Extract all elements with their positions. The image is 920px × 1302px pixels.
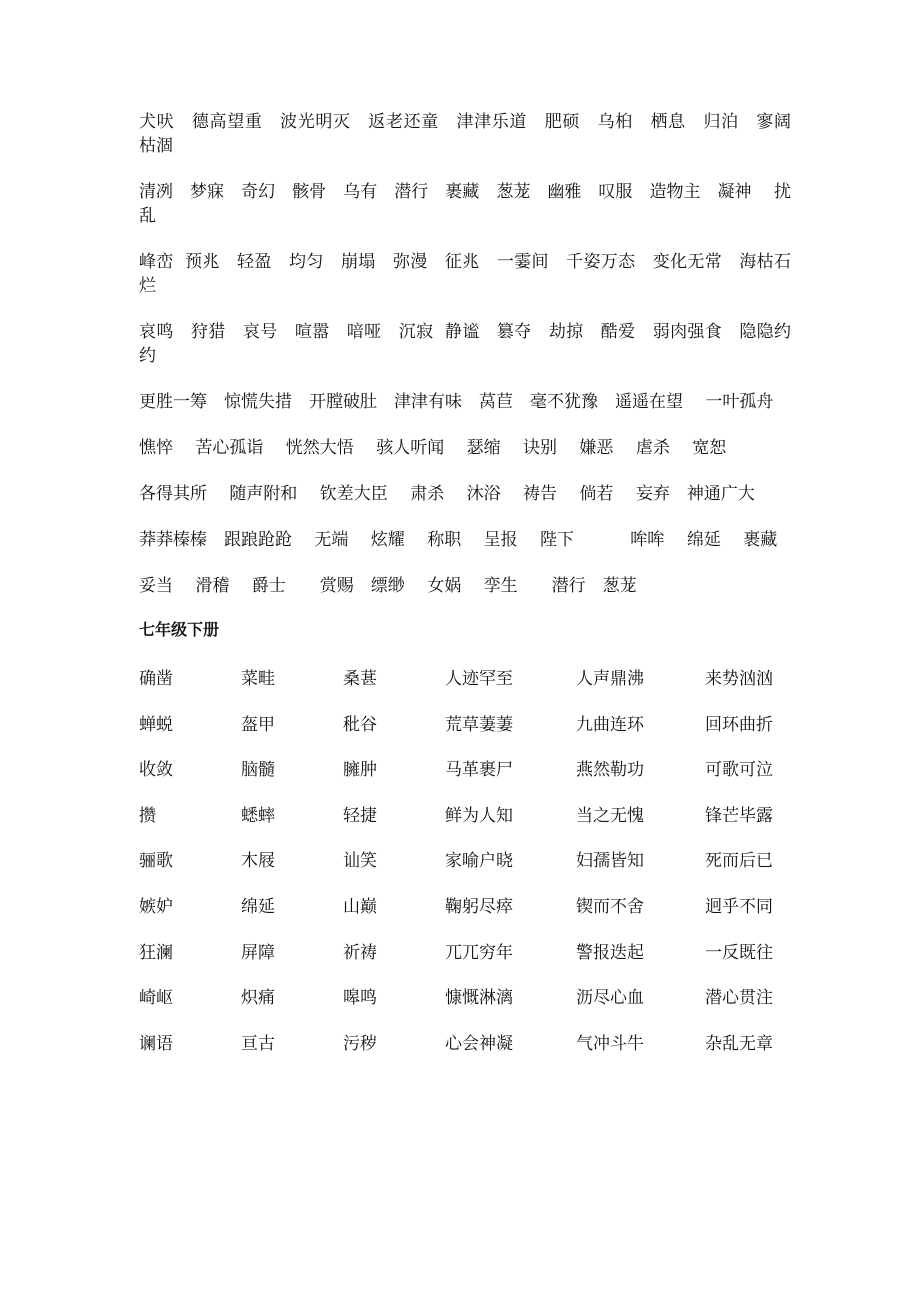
- table-cell: 木屐: [241, 851, 275, 872]
- vocab-paragraph: 峰峦 预兆 轻盈 均匀 崩塌 弥漫 征兆 一霎间 千姿万态 变化无常 海枯石烂: [139, 252, 791, 296]
- table-cell: 人声鼎沸: [576, 669, 644, 689]
- table-cell: 兀兀穷年: [445, 942, 513, 963]
- table-cell: 屏障: [241, 942, 275, 963]
- table-cell: 污秽: [343, 1033, 377, 1054]
- table-row: [139, 983, 791, 1029]
- table-cell: 气冲斗牛: [576, 1033, 644, 1054]
- table-cell: 潜心贯注: [705, 988, 773, 1009]
- table-cell: 迥乎不同: [705, 896, 773, 917]
- vocab-paragraph: 憔悴 苦心孤诣 恍然大悟 骇人听闻 瑟缩 诀别 嫌恶 虐杀 宽恕: [139, 438, 727, 458]
- table-cell: 桑葚: [343, 669, 377, 689]
- table-cell: 蟋蟀: [241, 805, 275, 826]
- table-row: [139, 710, 791, 756]
- vocab-paragraph: 莽莽榛榛 跟踉跄跄 无端 炫耀 称职 呈报 陛下 哞哞 绵延 裹藏: [139, 530, 778, 550]
- table-cell: 马革裹尸: [445, 760, 513, 781]
- table-cell: 菜畦: [241, 669, 275, 689]
- table-cell: 嫉妒: [139, 896, 173, 917]
- table-cell: 盔甲: [241, 714, 275, 735]
- table-cell: 狂澜: [139, 942, 173, 963]
- table-row: [139, 938, 791, 984]
- table-cell: 蝉蜕: [139, 714, 173, 735]
- table-cell: 谰语: [139, 1033, 173, 1054]
- table-row: [139, 892, 791, 938]
- table-cell: 沥尽心血: [576, 988, 644, 1009]
- table-row: [139, 1029, 791, 1075]
- table-cell: 当之无愧: [576, 805, 644, 826]
- table-cell: 慷慨淋漓: [445, 988, 513, 1009]
- table-row: [139, 801, 791, 847]
- vocab-table: [139, 664, 791, 1074]
- table-cell: 攒: [139, 805, 156, 826]
- table-cell: 确凿: [139, 669, 173, 689]
- table-cell: 脑髓: [241, 760, 275, 781]
- table-cell: 鲜为人知: [445, 805, 513, 826]
- table-cell: 炽痛: [241, 988, 275, 1009]
- document-page: [139, 110, 808, 1074]
- table-cell: 人迹罕至: [445, 669, 513, 689]
- table-cell: 讪笑: [343, 851, 377, 872]
- table-cell: 妇孺皆知: [576, 851, 644, 872]
- table-cell: 崎岖: [139, 988, 173, 1009]
- vocab-paragraph: 犬吠 德高望重 波光明灭 返老还童 津津乐道 肥硕 乌桕 栖息 归泊 寥阔 枯涸: [139, 112, 808, 156]
- table-cell: 锋芒毕露: [705, 805, 773, 826]
- table-cell: 可歌可泣: [705, 760, 773, 781]
- table-cell: 收敛: [139, 760, 173, 781]
- table-cell: 骊歌: [139, 851, 173, 872]
- vocab-paragraph: 清冽 梦寐 奇幻 骸骨 乌有 潜行 裹藏 葱茏 幽雅 叹服 造物主 凝神 扰乱: [139, 182, 791, 226]
- table-cell: 山巅: [343, 896, 377, 917]
- vocab-paragraph: 更胜一筹 惊慌失措 开膛破肚 津津有味 莴苣 毫不犹豫 遥遥在望 一叶孤舟: [139, 392, 774, 412]
- vocab-paragraph: 各得其所 随声附和 钦差大臣 肃杀 沐浴 祷告 倘若 妄弃 神通广大: [139, 484, 755, 504]
- table-row: [139, 755, 791, 801]
- table-cell: 心会神凝: [445, 1033, 513, 1054]
- table-row: [139, 846, 791, 892]
- table-cell: 警报迭起: [576, 942, 644, 963]
- table-cell: 亘古: [241, 1033, 275, 1054]
- table-cell: 来势汹汹: [705, 669, 773, 689]
- table-cell: 祈祷: [343, 942, 377, 963]
- table-cell: 一反既往: [705, 942, 773, 963]
- table-cell: 臃肿: [343, 760, 377, 781]
- table-cell: 锲而不舍: [576, 896, 644, 917]
- table-cell: 死而后已: [705, 851, 773, 872]
- table-cell: 燕然勒功: [576, 760, 644, 781]
- table-cell: 家喻户晓: [445, 851, 513, 872]
- table-cell: 杂乱无章: [705, 1033, 773, 1054]
- table-cell: 绵延: [241, 896, 275, 917]
- table-cell: 回环曲折: [705, 714, 773, 735]
- vocab-paragraph: 哀鸣 狩猎 哀号 喧嚣 喑哑 沉寂 静谧 篡夺 劫掠 酷爱 弱肉强食 隐隐约约: [139, 322, 791, 366]
- table-cell: 鞠躬尽瘁: [445, 896, 513, 917]
- table-cell: 九曲连环: [576, 714, 644, 735]
- table-row: [139, 664, 791, 710]
- table-cell: 嗥鸣: [343, 988, 377, 1009]
- vocabulary-paragraphs: [139, 110, 808, 598]
- table-cell: 秕谷: [343, 714, 377, 735]
- table-cell: 荒草萋萋: [445, 714, 513, 735]
- section-heading: 七年级下册: [139, 620, 220, 639]
- table-cell: 轻捷: [343, 805, 377, 826]
- vocab-paragraph: 妥当 滑稽 爵士 赏赐 缥缈 女娲 孪生 潜行 葱茏: [139, 576, 637, 596]
